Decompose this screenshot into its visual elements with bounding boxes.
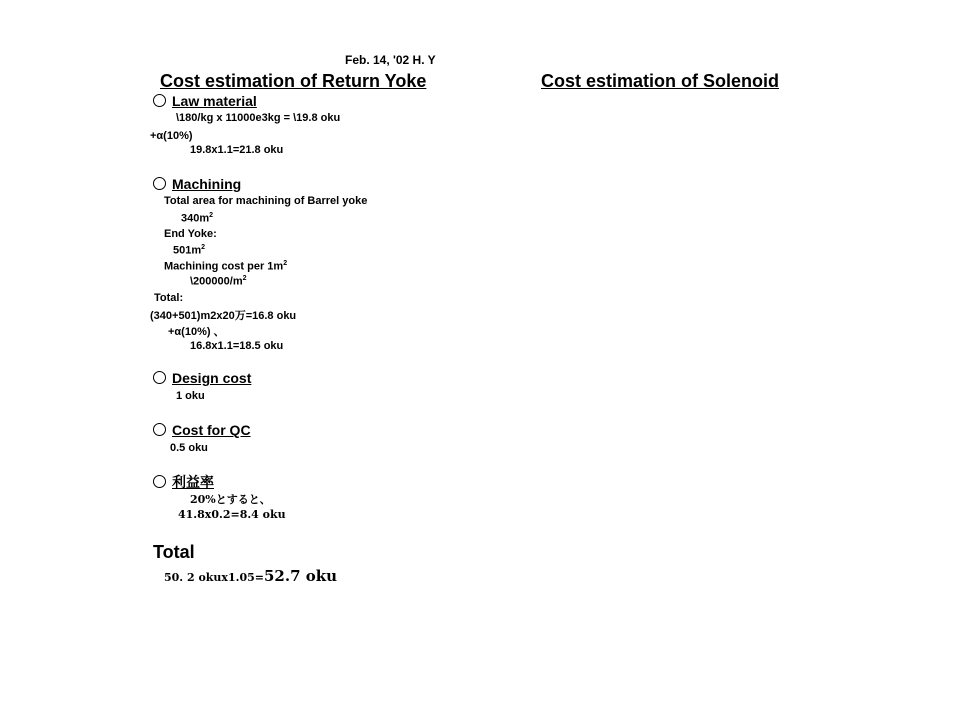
machining-line8: (340+501)m2x20万=16.8 oku xyxy=(150,310,297,322)
machining-line1: Total area for machining of Barrel yoke xyxy=(164,195,368,207)
law-material-line3: 19.8x1.1=21.8 oku xyxy=(190,144,284,156)
total-formula xyxy=(164,567,337,585)
profit-line1: 20%とすると、 xyxy=(190,493,271,506)
machining-line3: End Yoke: xyxy=(164,228,217,240)
qc-line1: 0.5 oku xyxy=(170,442,208,454)
law-material-line2: +α(10%) xyxy=(150,130,193,142)
law-material-heading: Law material xyxy=(172,93,257,109)
machining-line6: $\backslash 200000/m^2$ xyxy=(190,275,247,288)
machining-line9: +α(10%) 、 xyxy=(168,326,225,338)
machining-line5: Machining cost per $1m^2$ xyxy=(164,260,288,273)
date-author: Feb. 14, '02 H. Y xyxy=(345,53,436,67)
machining-line2: $340m^2$ xyxy=(181,212,214,225)
circle-bullet-icon xyxy=(153,177,166,190)
total-calc: 50. 2 okux1.05= xyxy=(164,571,264,584)
design-heading: Design cost xyxy=(172,370,252,386)
section-profit-rate xyxy=(153,472,214,492)
machining-line10: 16.8x1.1=18.5 oku xyxy=(190,340,284,352)
circle-bullet-icon xyxy=(153,423,166,436)
law-material-line1: \180/kg x 11000e3kg = \19.8 oku xyxy=(176,112,341,124)
machining-heading: Machining xyxy=(172,176,242,192)
title-solenoid: Cost estimation of Solenoid xyxy=(541,71,780,91)
profit-line2: 41.8x0.2=8.4 oku xyxy=(178,508,286,521)
section-qc xyxy=(153,422,251,438)
machining-line4: $501m^2$ xyxy=(173,244,206,257)
total-result: 52.7 oku xyxy=(263,567,338,585)
section-law-material xyxy=(153,93,257,109)
design-line1: 1 oku xyxy=(176,390,205,402)
total-heading: Total xyxy=(153,542,195,562)
circle-bullet-icon xyxy=(153,94,166,107)
circle-bullet-icon xyxy=(153,371,166,384)
circle-bullet-icon xyxy=(153,475,166,488)
qc-heading: Cost for QC xyxy=(172,422,251,438)
machining-line7: Total: xyxy=(154,292,184,304)
section-design-cost xyxy=(153,370,251,386)
title-return-yoke: Cost estimation of Return Yoke xyxy=(160,71,427,91)
profit-heading: 利益率 xyxy=(172,474,214,490)
section-machining xyxy=(153,176,241,192)
